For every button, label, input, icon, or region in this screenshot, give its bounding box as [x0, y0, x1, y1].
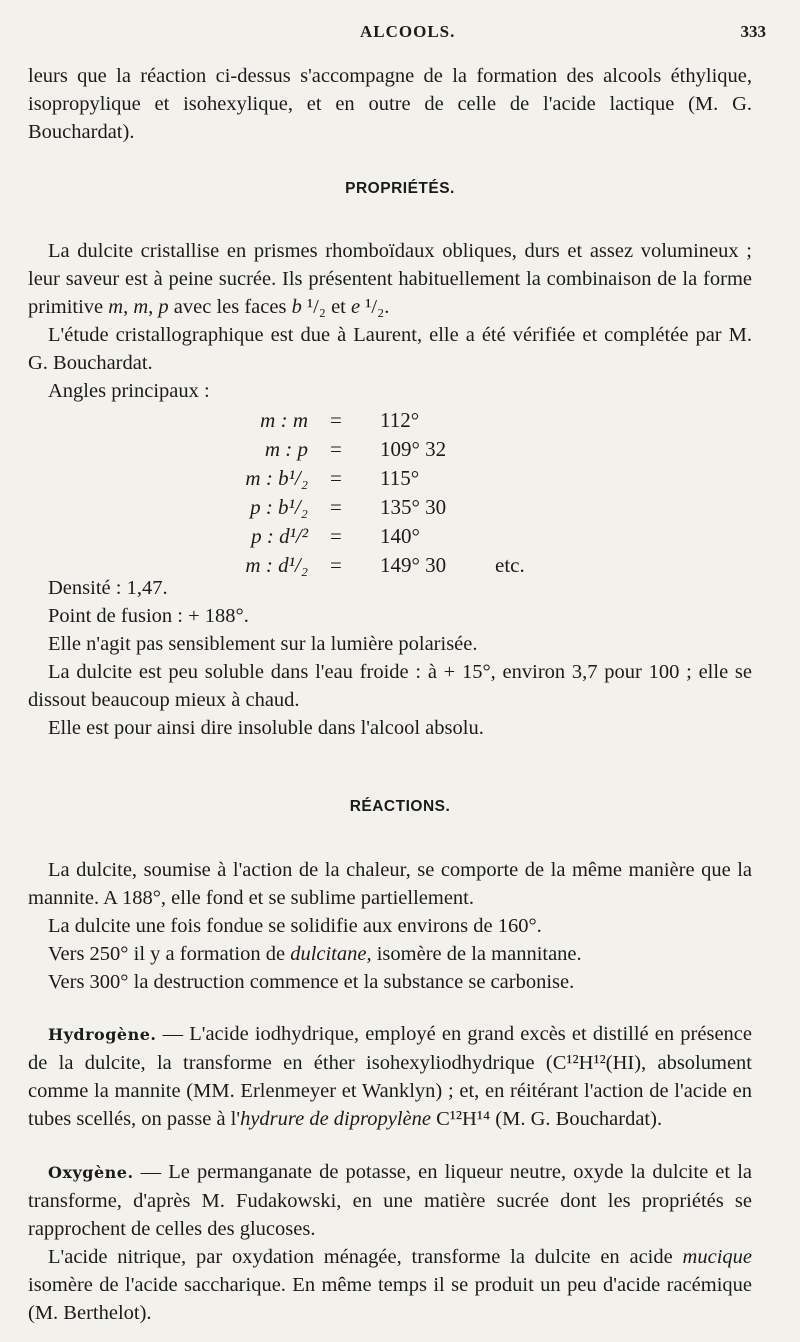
- heading-reactions: RÉACTIONS.: [349, 798, 451, 815]
- nitrique-paragraph: L'acide nitrique, par oxydation ménagée, transforme la dulcite en acide mucique isomère de l'acide saccharique. En même temps il se produit un peu d'acide racémique (M. Berthelot).: [28, 1246, 752, 1324]
- densite-line: Densité : 1,47.: [48, 577, 168, 599]
- crystal-paragraph: La dulcite cristallise en prismes rhomboïdaux obliques, durs et assez volumineux ; leur saveur est à peine sucrée. Ils présentent habituellement la combinaison de la forme primitive m, m, p avec les faces b ¹/₂ et e ¹/₂.: [28, 240, 752, 318]
- fusion-line: Point de fusion : + 188°.: [48, 605, 249, 627]
- proprietes-body: [28, 237, 752, 405]
- angle-row: m : d¹/₂ = 149° 30 etc.: [245, 553, 525, 577]
- polarisee-line: Elle n'agit pas sensiblement sur la lumière polarisée.: [48, 633, 478, 655]
- dulcitane-line: Vers 250° il y a formation de dulcitane, isomère de la mannitane.: [48, 943, 582, 965]
- heading-proprietes: PROPRIÉTÉS.: [345, 180, 455, 197]
- solidify-line: La dulcite une fois fondue se solidifie aux environs de 160°.: [48, 915, 542, 937]
- running-header: [0, 22, 800, 48]
- angle-row: p : b¹/₂ = 135° 30: [250, 495, 447, 519]
- insoluble-line: Elle est pour ainsi dire insoluble dans l'alcool absolu.: [48, 717, 484, 739]
- oxygene-lead: Oxygène.: [48, 1163, 134, 1182]
- angles-table: [230, 408, 560, 582]
- reactions-body: [28, 856, 752, 996]
- physical-constants: [28, 574, 752, 742]
- angles-label: Angles principaux :: [48, 380, 210, 402]
- heat-paragraph: La dulcite, soumise à l'action de la chaleur, se comporte de la même manière que la mannite. A 188°, elle fond et se sublime partiellement.: [28, 859, 752, 909]
- angle-row: m : p = 109° 32: [264, 437, 447, 461]
- solubilite-paragraph: La dulcite est peu soluble dans l'eau froide : à + 15°, environ 3,7 pour 100 ; elle se dissout beaucoup mieux à chaud.: [28, 661, 752, 711]
- angle-row: p : d¹/² = 140°: [251, 524, 420, 548]
- angle-row: m : m = 112°: [260, 408, 420, 432]
- crystallography-paragraph: L'étude cristallographique est due à Laurent, elle a été vérifiée et complétée par M. G. Bouchardat.: [28, 324, 752, 374]
- intro-paragraph: [28, 62, 752, 146]
- oxygene-paragraph: Oxygène. — Le permanganate de potasse, en liqueur neutre, oxyde la dulcite et la transforme, d'après M. Fudakowski, en une matière sucrée dont les propriétés se rapprochent de celles des glucoses. L'acide nitrique, par oxydation ménagée, transforme la dulcite en acide mucique isomère de l'acide saccharique. En même temps il se produit un peu d'acide racémique (M. Berthelot).: [28, 1158, 752, 1327]
- carbonise-line: Vers 300° la destruction commence et la substance se carbonise.: [48, 971, 575, 993]
- page-number: 333: [740, 22, 766, 41]
- intro-text: leurs que la réaction ci-dessus s'accompagne de la formation des alcools éthylique, isopropylique et isohexylique, et en outre de celle de l'acide lactique (M. G. Bouchardat).: [28, 65, 752, 143]
- angle-row: m : b¹/₂ = 115°: [245, 466, 420, 490]
- hydrogene-paragraph: Hydrogène. — L'acide iodhydrique, employé en grand excès et distillé en présence de la dulcite, la transforme en éther isohexyliodhydrique (C¹²H¹²(HI), absolument comme la mannite (MM. Erlenmeyer et Wanklyn) ; et, en réitérant l'action de l'acide en tubes scellés, on passe à l'hydrure de dipropylène C¹²H¹⁴ (M. G. Bouchardat).: [28, 1023, 752, 1130]
- hydrogene-lead: Hydrogène.: [48, 1025, 157, 1044]
- running-title: ALCOOLS.: [360, 22, 456, 41]
